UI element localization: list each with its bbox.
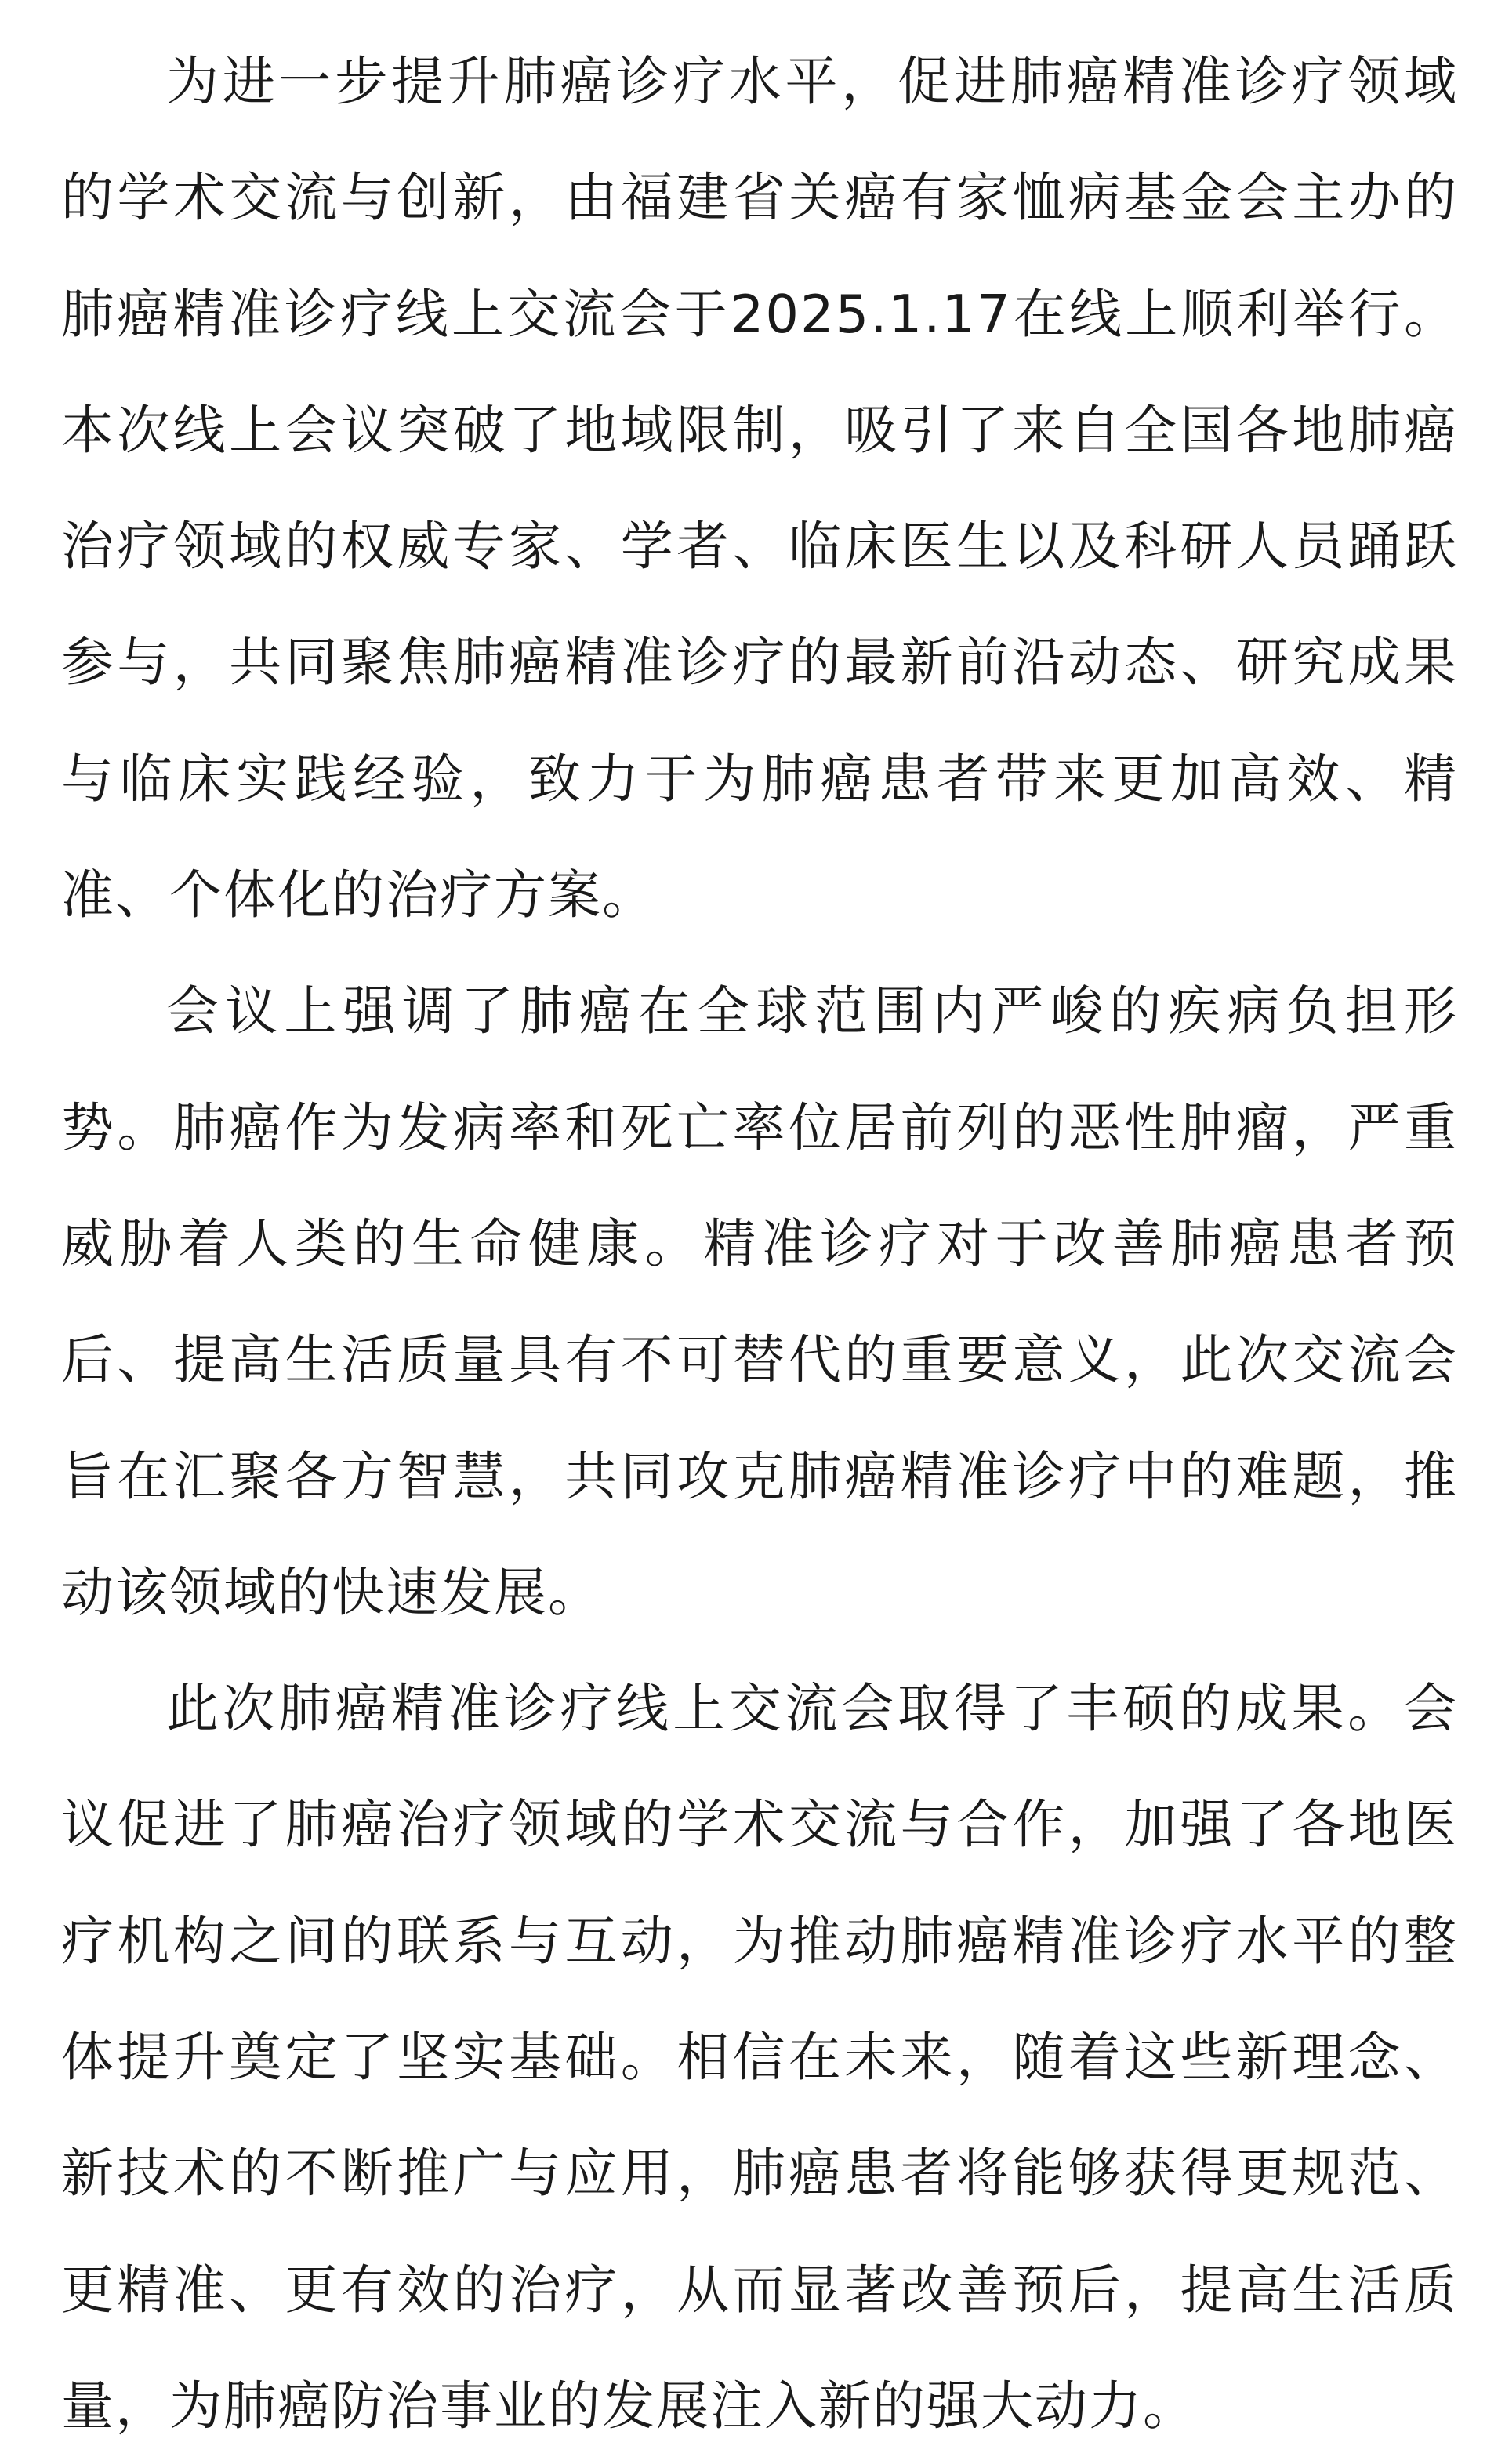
paragraph-outcomes: 此次肺癌精准诊疗线上交流会取得了丰硕的成果。会议促进了肺癌治疗领域的学术交流与合作，加强了各地医疗机构之间的联系与互动，为推动肺癌精准诊疗水平的整体提升奠定了坚实基础。相信在未来，随着这些新理念、新技术的不断推广与应用，肺癌患者将能够获得更规范、更精准、更有效的治疗，从而显著改善预后，提高生活质量，为肺癌防治事业的发展注入新的强大动力。 — [61, 1678, 1458, 2437]
paragraph-significance: 会议上强调了肺癌在全球范围内严峻的疾病负担形势。肺癌作为发病率和死亡率位居前列的恶性肿瘤，严重威胁着人类的生命健康。精准诊疗对于改善肺癌患者预后、提高生活质量具有不可替代的重要意义，此次交流会旨在汇聚各方智慧，共同攻克肺癌精准诊疗中的难题，推动该领域的快速发展。 — [61, 980, 1458, 1623]
paragraph-intro: 为进一步提升肺癌诊疗水平，促进肺癌精准诊疗领域的学术交流与创新，由福建省关癌有家恤病基金会主办的肺癌精准诊疗线上交流会于2025.1.17在线上顺利举行。本次线上会议突破了地域限制，吸引了来自全国各地肺癌治疗领域的权威专家、学者、临床医生以及科研人员踊跃参与，共同聚焦肺癌精准诊疗的最新前沿动态、研究成果与临床实践经验，致力于为肺癌患者带来更加高效、精准、个体化的治疗方案。 — [61, 51, 1458, 926]
